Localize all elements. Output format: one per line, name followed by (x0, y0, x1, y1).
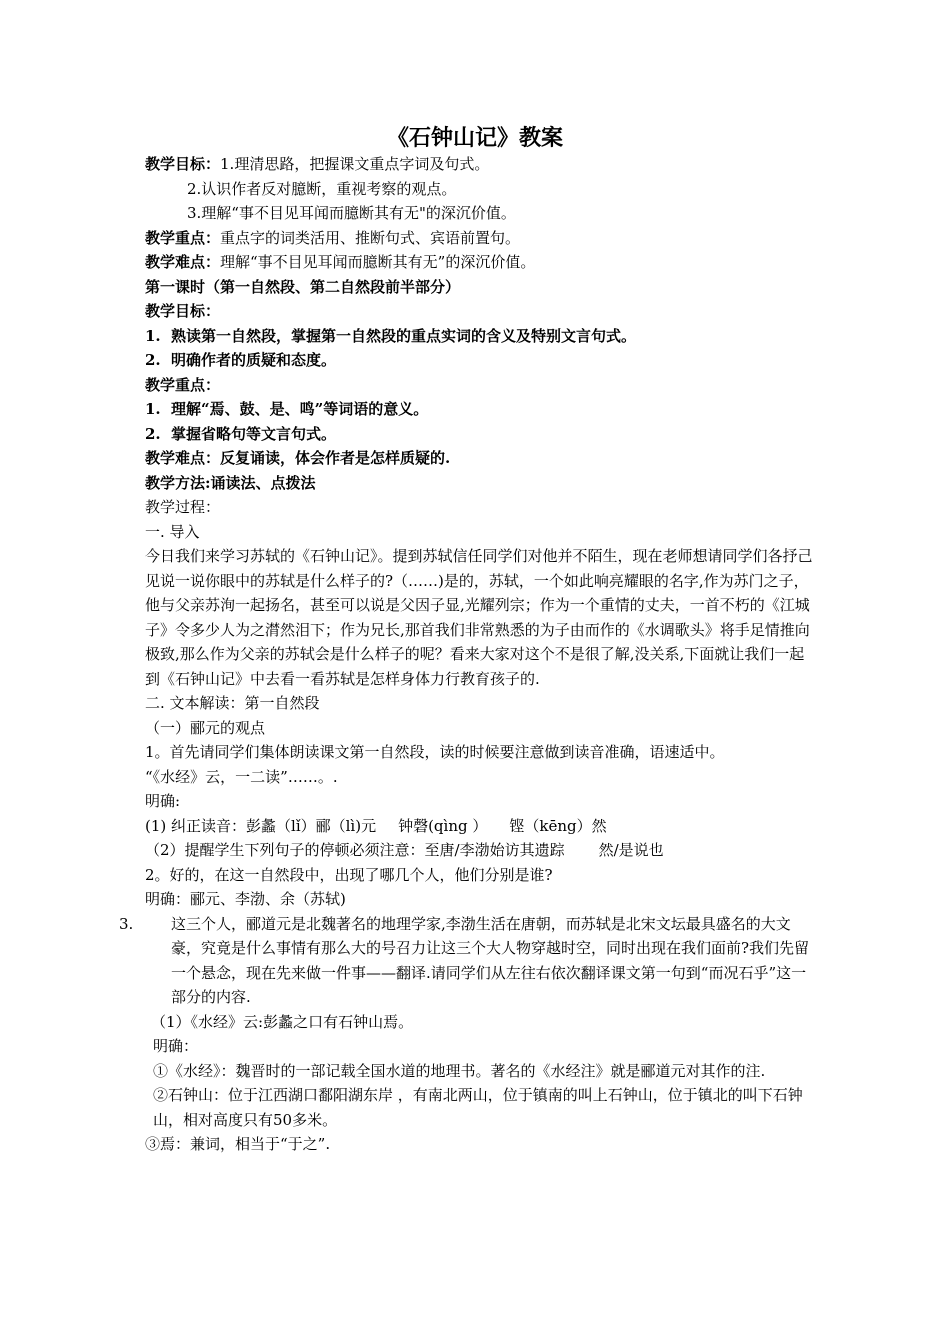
teaching-focus-line (145, 226, 815, 251)
lesson1-goal-2 (145, 348, 815, 373)
lesson1-focus-1 (145, 397, 815, 422)
note-3: ③焉：兼词，相当于“于之”. (145, 1135, 331, 1153)
teaching-goal-3: 3.理解“事不目见耳闻而臆断其有无"的深沉价值。 (187, 204, 516, 222)
step-3 (119, 912, 815, 1010)
pause-b: 然/是说也 (598, 841, 664, 859)
step-2: 2。好的，在这一自然段中，出现了哪几个人，他们分别是谁? (145, 865, 553, 884)
step-1: 1。首先请同学们集体朗读课文第一自然段，读的时候要注意做到读音准确，语速适中。 (145, 743, 725, 761)
pause-a: （2）提醒学生下列句子的停顿必须注意：至唐/李渤始访其遗踪 (145, 841, 565, 859)
sub1-heading: （一）郦元的观点 (145, 718, 266, 737)
pronunciation-b: 钟磬(qìng ） (398, 816, 488, 835)
intro-heading: 一. 导入 (145, 522, 200, 541)
pronunciation-a: 纠正读音：彭蠡（lǐ）郦（lì)元 (171, 816, 377, 835)
step-3-text: 这三个人，郦道元是北魏著名的地理学家,李渤生活在唐朝，而苏轼是北宋文坛最具盛名的大文豪，究竟是什么事情有那么大的号召力让这三个大人物穿越时空，同时出现在我们面前?我们先留一个悬念，现在先来做一件事——翻译.请同学们从左往右依次翻译课文第一句到“而况石乎”这一部分的内容. (171, 914, 810, 1006)
teaching-goals-line (145, 152, 815, 177)
clarify-label-1: 明确: (145, 792, 181, 810)
clarify-2: 明确：郦元、李渤、余（苏轼) (145, 890, 346, 908)
pause-line (145, 838, 815, 863)
list-number: 1. (145, 400, 161, 418)
list-number: 1. (145, 326, 161, 345)
note-2: ②石钟山：位于江西湖口鄱阳湖东岸 ，有南北两山，位于镇南的叫上石钟山，位于镇北的叫下石钟山，相对高度只有50多米。 (153, 1086, 803, 1129)
document-body (119, 152, 815, 1157)
teaching-difficulty-text: 理解“事不目见耳闻而臆断其有无”的深沉价值。 (220, 253, 536, 271)
teaching-focus-label: 教学重点： (145, 228, 221, 247)
pronunciation-prefix: (1) (145, 816, 167, 835)
teaching-difficulty-line (145, 250, 815, 275)
intro-paragraph: 今日我们来学习苏轼的《石钟山记》。提到苏轼信任同学们对他并不陌生，现在老师想请同学们各抒己见说一说你眼中的苏轼是什么样子的?（……)是的，苏轼，一个如此响亮耀眼的名字,作为苏门之子，他与父亲苏洵一起扬名，甚至可以说是父因子显,光耀列宗；作为一个重情的丈夫，一首不朽的《江城子》令多少人为之潸然泪下；作为兄长,那首我们非常熟悉的为子由而作的《水调歌头》将手足情推向极致,那么作为父亲的苏轼会是什么样子的呢？看来大家对这个不是很了解,没关系,下面就让我们一起到《石钟山记》中去看一看苏轼是怎样身体力行教育孩子的. (145, 547, 813, 688)
list-number: 2. (145, 351, 161, 369)
lesson1-heading: 第一课时（第一自然段、第二自然段前半部分） (145, 277, 461, 296)
section2-heading: 二. 文本解读：第一自然段 (145, 694, 320, 712)
lesson1-goal-2-text: 明确作者的质疑和态度。 (171, 351, 337, 369)
clarify-label-3: 明确： (153, 1037, 199, 1055)
teaching-process-label: 教学过程： (145, 498, 221, 516)
lesson1-difficulty: 教学难点：反复诵读，体会作者是怎样质疑的. (145, 449, 451, 467)
teaching-goal-2: 2.认识作者反对臆断，重视考察的观点。 (187, 179, 457, 198)
list-number: 3. (119, 914, 134, 933)
translation-1: （1）《水经》云:彭蠡之口有石钟山焉。 (151, 1012, 414, 1031)
lesson1-goal-1 (145, 324, 815, 349)
lesson1-focus-2 (145, 422, 815, 447)
list-number: 2. (145, 424, 161, 443)
lesson1-method: 教学方法:诵读法、点拨法 (145, 473, 316, 492)
note-1: ①《水经》：魏晋时的一部记载全国水道的地理书。著名的《水经注》就是郦道元对其作的注. (153, 1061, 766, 1080)
document-title: 《石钟山记》教案 (386, 125, 563, 151)
lesson1-goals-label: 教学目标： (145, 302, 221, 320)
lesson1-focus-label: 教学重点： (145, 375, 221, 394)
teaching-focus-text: 重点字的词类活用、推断句式、宾语前置句。 (220, 228, 521, 247)
lesson1-goal-1-text: 熟读第一自然段，掌握第一自然段的重点实词的含义及特别文言句式。 (171, 326, 637, 345)
pronunciation-line (145, 814, 815, 839)
lesson1-focus-1-text: 理解“焉、鼓、是、鸣”等词语的意义。 (171, 400, 429, 418)
pronunciation-c: 铿（kēng）然 (509, 816, 607, 835)
teaching-difficulty-label: 教学难点： (145, 253, 221, 271)
teaching-goals-label: 教学目标： (145, 155, 221, 173)
teaching-goal-1: 1.理清思路，把握课文重点字词及句式。 (220, 155, 490, 173)
lesson1-focus-2-text: 掌握省略句等文言句式。 (171, 424, 337, 443)
step-1-quote: “《水经》云，一二读”……。. (145, 767, 338, 786)
